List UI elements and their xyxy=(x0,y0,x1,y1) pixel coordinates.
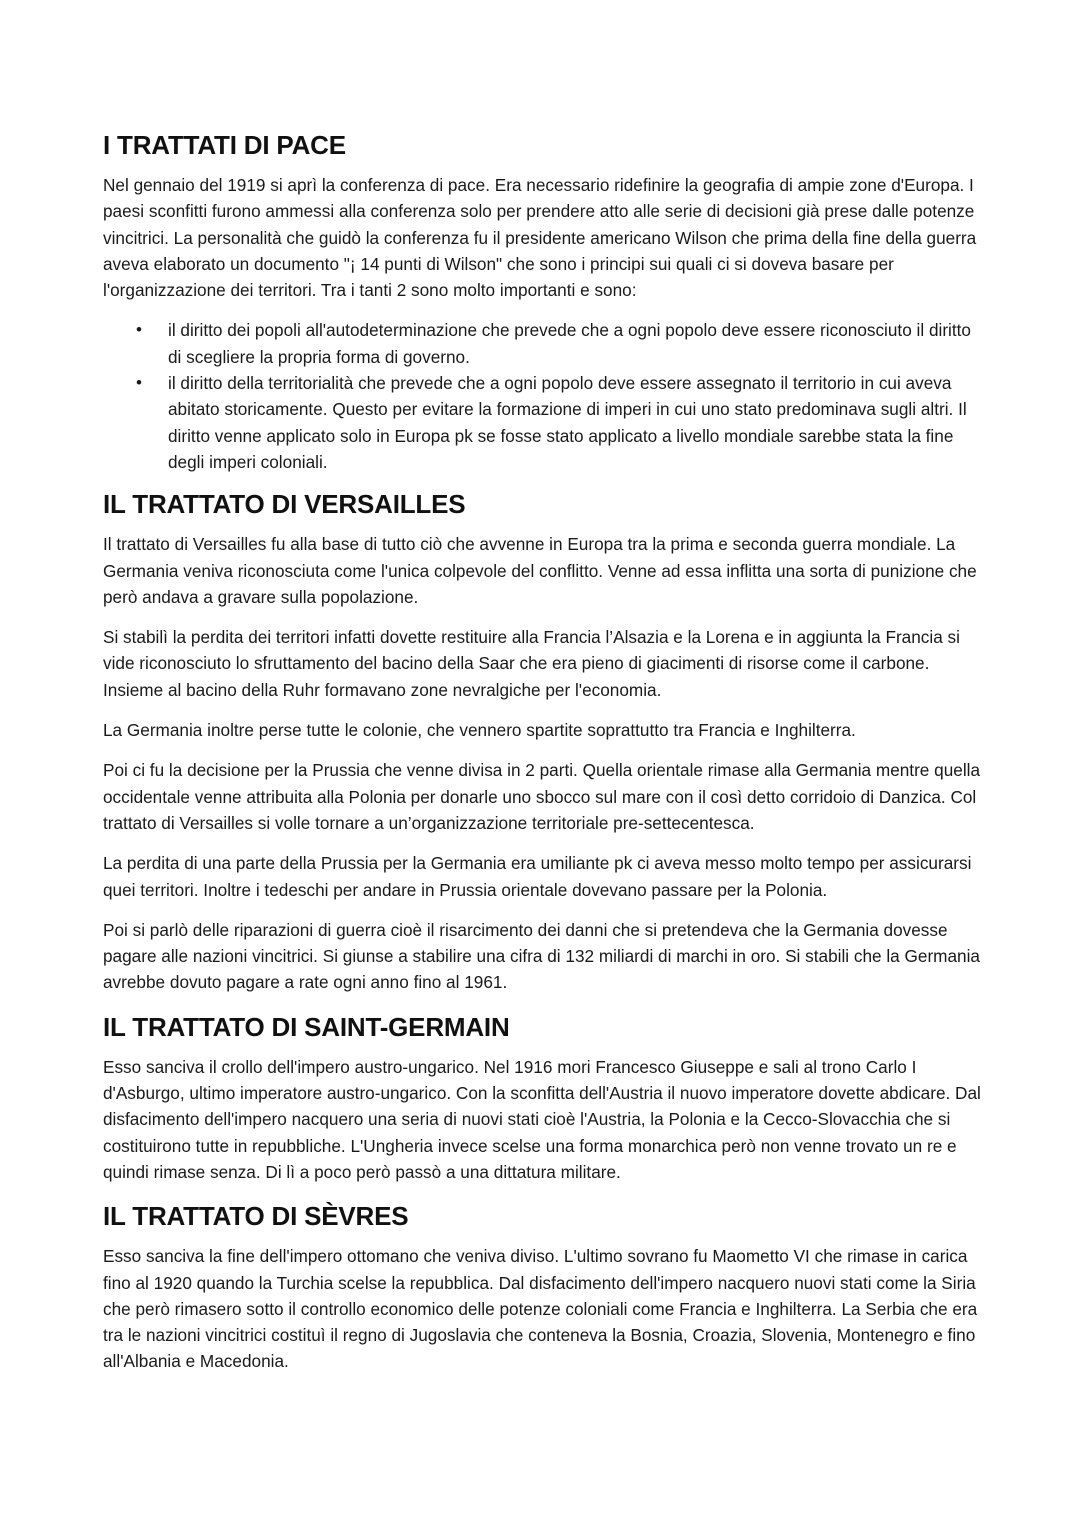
bullet-list xyxy=(103,317,983,475)
paragraph: Poi si parlò delle riparazioni di guerra cioè il risarcimento dei danni che si pretendeva che la Germania dovesse pagare alle nazioni vincitrici. Si giunse a stabilire una cifra di 132 miliardi di marchi in oro. Si stabili che la Germania avrebbe dovuto pagare a rate ogni anno fino al 1961. xyxy=(103,919,980,993)
section-trattati-di-pace xyxy=(103,128,983,475)
list-item xyxy=(103,370,983,475)
section-heading: IL TRATTATO DI SAINT-GERMAIN xyxy=(103,1011,510,1042)
section-saint-germain xyxy=(103,1010,983,1185)
section-versailles xyxy=(103,487,983,995)
paragraph: Si stabilì la perdita dei territori infatti dovette restituire alla Francia l’Alsazia e la Lorena e in aggiunta la Francia si vide riconosciuto lo sfruttamento del bacino della Saar che era pieno di giacimenti di risorse come il carbone. Insieme al bacino della Ruhr formavano zone nevralgiche per l'economia. xyxy=(103,627,960,700)
list-item xyxy=(103,317,983,370)
list-item-text: il diritto della territorialità che prevede che a ogni popolo deve essere assegnato il territorio in cui aveva abitato storicamente. Questo per evitare la formazione di imperi in cui uno stato predominava sugli altri. Il diritto venne applicato solo in Europa pk se fosse stato applicato a livello mondiale sarebbe stata la fine degli imperi coloniali. xyxy=(168,373,967,472)
paragraph: Esso sanciva la fine dell'impero ottomano che veniva diviso. L'ultimo sovrano fu Maometto VI che rimase in carica fino al 1920 quando la Turchia scelse la repubblica. Dal disfacimento dell'impero nacquero nuovi stati come la Siria che però rimasero sotto il controllo economico delle potenze coloniali come Francia e Inghilterra. La Serbia che era tra le nazioni vincitrici costituì il regno di Jugoslavia che conteneva la Bosnia, Croazia, Slovenia, Montenegro e fino all'Albania e Macedonia. xyxy=(103,1246,978,1372)
paragraph: Esso sanciva il crollo dell'impero austro-ungarico. Nel 1916 mori Francesco Giuseppe e sali al trono Carlo I d'Asburgo, ultimo imperatore austro-ungarico. Con la sconfitta dell'Austria il nuovo imperatore dovette abdicare. Dal disfacimento dell'impero nacquero una seria di nuovi stati cioè l'Austria, la Polonia e la Cecco-Slovacchia che si costituirono tutte in repubbliche. L'Ungheria invece scelse una forma monarchica però non venne trovato un re e quindi rimase senza. Di lì a poco però passò a una dittatura militare. xyxy=(103,1056,981,1182)
paragraph: La Germania inoltre perse tutte le colonie, che vennero spartite soprattutto tra Francia e Inghilterra. xyxy=(103,720,856,741)
paragraph: Il trattato di Versailles fu alla base di tutto ciò che avvenne in Europa tra la prima e seconda guerra mondiale. La Germania veniva riconosciuta come l'unica colpevole del conflitto. Venne ad essa inflitta una sorta di punizione che però andava a gravare sulla popolazione. xyxy=(103,534,977,607)
paragraph: Nel gennaio del 1919 si aprì la conferenza di pace. Era necessario ridefinire la geografia di ampie zone d'Europa. I paesi sconfitti furono ammessi alla conferenza solo per prendere atto alle serie di decisioni già prese dalle potenze vincitrici. La personalità che guidò la conferenza fu il presidente americano Wilson che prima della fine della guerra aveva elaborato un documento "¡ 14 punti di Wilson" che sono i principi sui quali ci si doveva basare per l'organizzazione dei territori. Tra i tanti 2 sono molto importanti e sono: xyxy=(103,175,977,301)
bullet-icon: • xyxy=(136,320,142,340)
section-heading: IL TRATTATO DI SÈVRES xyxy=(103,1201,409,1232)
section-heading: IL TRATTATO DI VERSAILLES xyxy=(103,489,466,520)
section-heading: I TRATTATI DI PACE xyxy=(103,130,346,160)
paragraph: La perdita di una parte della Prussia per la Germania era umiliante pk ci aveva messo molto tempo per assicurarsi quei territori. Inoltre i tedeschi per andare in Prussia orientale dovevano passare per la Polonia. xyxy=(103,853,972,900)
paragraph: Poi ci fu la decisione per la Prussia che venne divisa in 2 parti. Quella orientale rimase alla Germania mentre quella occidentale venne attribuita alla Polonia per donarle uno sbocco sul mare con il così detto corridoio di Danzica. Col trattato di Versailles si volle tornare a un’organizzazione territoriale pre-settecentesca. xyxy=(103,760,981,833)
section-sevres xyxy=(103,1199,983,1374)
list-item-text: il diritto dei popoli all'autodeterminazione che prevede che a ogni popolo deve essere riconosciuto il diritto di scegliere la propria forma di governo. xyxy=(168,320,971,367)
document-page xyxy=(103,128,983,1389)
bullet-icon: • xyxy=(136,373,142,393)
